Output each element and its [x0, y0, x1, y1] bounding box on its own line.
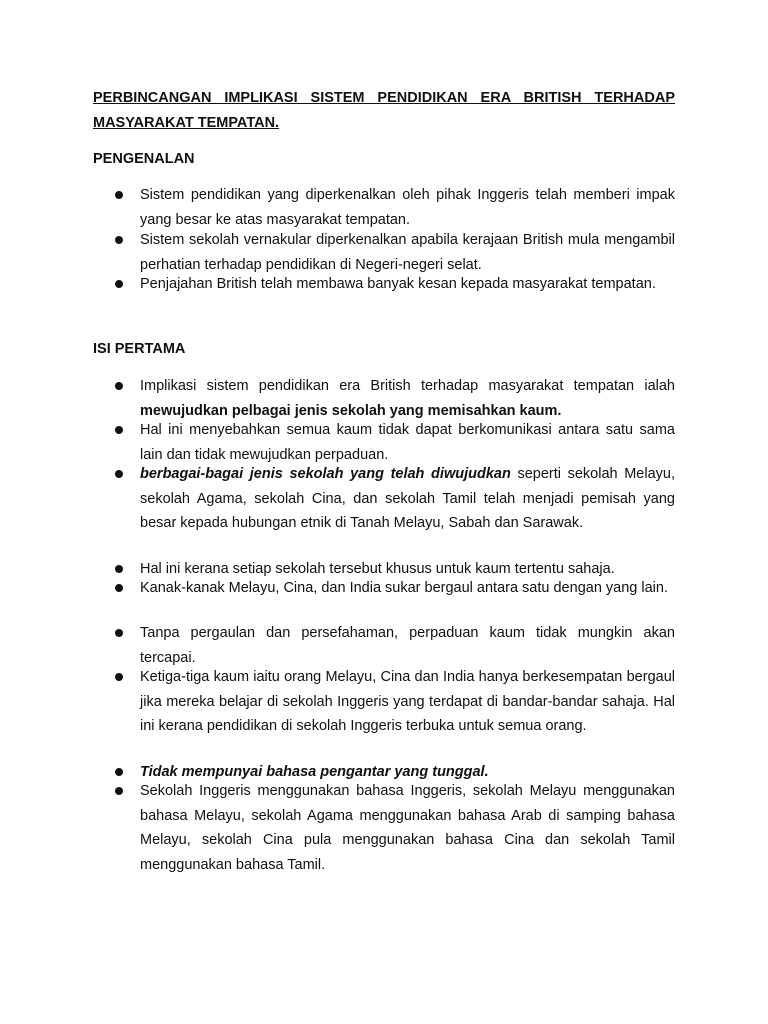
- bullet-icon: [115, 629, 123, 637]
- bullet-icon: [115, 280, 123, 288]
- list-item: Kanak-kanak Melayu, Cina, dan India sukar bergaul antara satu dengan yang lain.: [140, 580, 668, 596]
- list-item: Tanpa pergaulan dan persefahaman, perpaduan kaum tidak mungkin akan tercapai.: [140, 625, 675, 666]
- bullet-icon: [115, 426, 123, 434]
- bullet-icon: [115, 382, 123, 390]
- bullet-icon: [115, 236, 123, 244]
- list-item: [140, 374, 675, 423]
- bullet-icon: [115, 673, 123, 681]
- list-item-text: seperti sekolah Melayu, sekolah Agama, sekolah Cina, dan sekolah Tamil telah menjadi pemisah yang besar kepada hubungan etnik di Tanah Melayu, Sabah dan Sarawak.: [140, 466, 675, 531]
- list-item: Sistem pendidikan yang diperkenalkan oleh pihak Inggeris telah memberi impak yang besar ke atas masyarakat tempatan.: [140, 187, 675, 228]
- document-title: PERBINCANGAN IMPLIKASI SISTEM PENDIDIKAN ERA BRITISH TERHADAP MASYARAKAT TEMPATAN.: [93, 90, 675, 131]
- section-heading-pengenalan: PENGENALAN: [93, 151, 195, 167]
- list-item: Hal ini kerana setiap sekolah tersebut khusus untuk kaum tertentu sahaja.: [140, 561, 615, 577]
- list-item-text: Implikasi sistem pendidikan era British terhadap masyarakat tempatan ialah: [140, 378, 675, 394]
- bullet-icon: [115, 191, 123, 199]
- bullet-icon: [115, 787, 123, 795]
- bullet-icon: [115, 768, 123, 776]
- list-item: Ketiga-tiga kaum iaitu orang Melayu, Cina dan India hanya berkesempatan bergaul jika mereka belajar di sekolah Inggeris yang terdapat di bandar-bandar sahaja. Hal ini kerana pendidikan di sekolah Inggeris terbuka untuk semua orang.: [140, 669, 675, 734]
- bullet-icon: [115, 565, 123, 573]
- list-item: Penjajahan British telah membawa banyak kesan kepada masyarakat tempatan.: [140, 276, 656, 292]
- section-heading-isi-pertama: ISI PERTAMA: [93, 341, 186, 357]
- list-item: Sekolah Inggeris menggunakan bahasa Inggeris, sekolah Melayu menggunakan bahasa Melayu, sekolah Agama menggunakan bahasa Arab di samping bahasa Melayu, sekolah Cina pula menggunakan bahasa Cina dan sekolah Tamil menggunakan bahasa Tamil.: [140, 783, 675, 873]
- bullet-icon: [115, 584, 123, 592]
- bullet-icon: [115, 470, 123, 478]
- list-item-emphasis: berbagai-bagai jenis sekolah yang telah diwujudkan: [140, 466, 511, 482]
- list-item: Hal ini menyebahkan semua kaum tidak dapat berkomunikasi antara satu sama lain dan tidak mewujudkan perpaduan.: [140, 422, 675, 463]
- list-item-emphasis: mewujudkan pelbagai jenis sekolah yang memisahkan kaum.: [140, 402, 562, 419]
- list-item: Sistem sekolah vernakular diperkenalkan apabila kerajaan British mula mengambil perhatian terhadap pendidikan di Negeri-negeri selat.: [140, 232, 675, 273]
- list-item: [140, 462, 675, 536]
- list-item: Tidak mempunyai bahasa pengantar yang tunggal.: [140, 764, 489, 780]
